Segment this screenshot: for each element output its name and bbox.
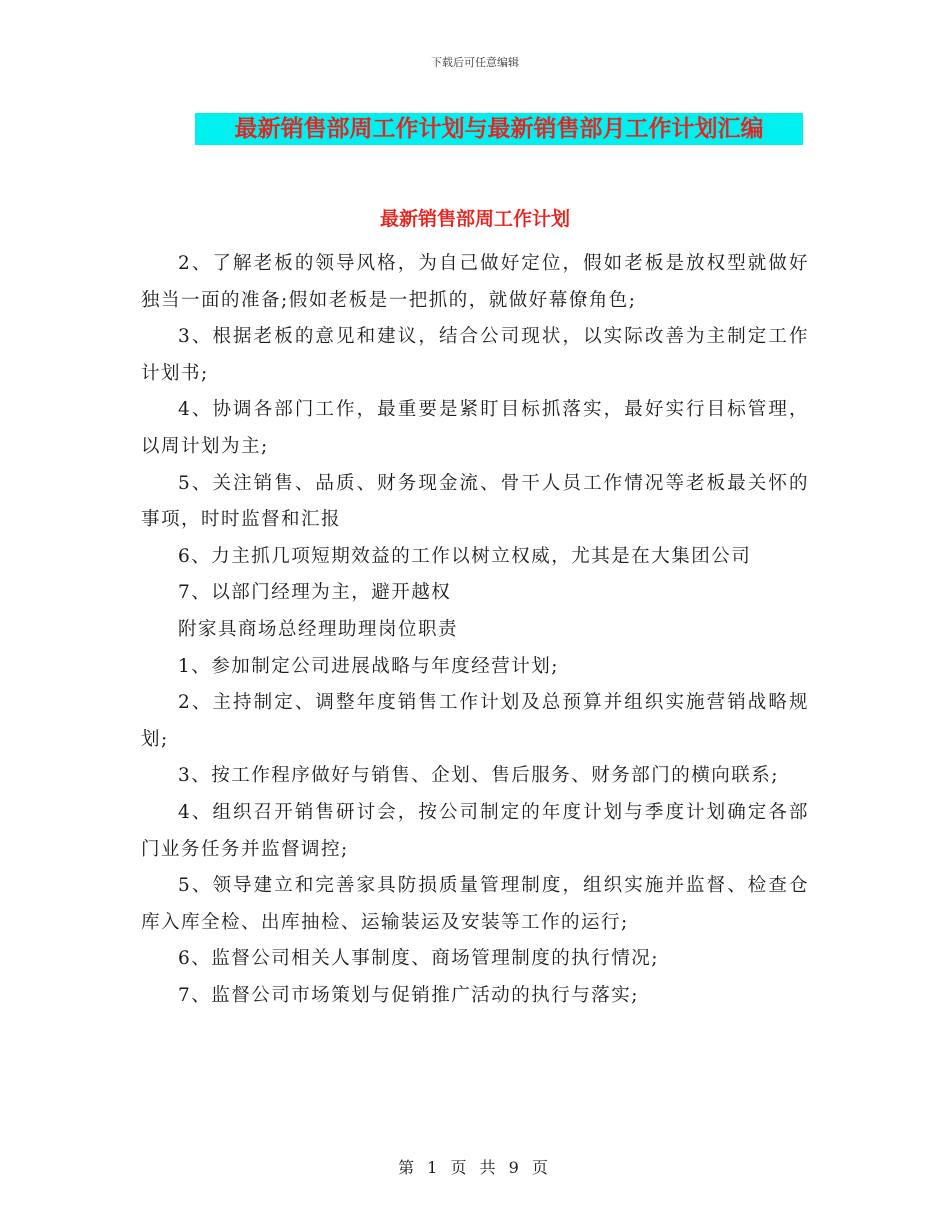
paragraph: 5、领导建立和完善家具防损质量管理制度，组织实施并监督、检查仓库入库全检、出库抽检、运输装运及安装等工作的运行; (141, 875, 809, 933)
section-title: 最新销售部周工作计划 (379, 208, 570, 230)
paragraph: 4、组织召开销售研讨会，按公司制定的年度计划与季度计划确定各部门业务任务并监督调控; (141, 801, 809, 860)
paragraph: 6、监督公司相关人事制度、商场管理制度的执行情况; (178, 948, 660, 970)
paragraph: 6、力主抓几项短期效益的工作以树立权威，尤其是在大集团公司 (178, 545, 752, 567)
paragraph: 5、关注销售、品质、财务现金流、骨干人员工作情况等老板最关怀的事项，时时监督和汇报 (141, 472, 809, 531)
paragraph: 3、根据老板的意见和建议，结合公司现状，以实际改善为主制定工作计划书; (141, 326, 809, 384)
paragraph: 3、按工作程序做好与销售、企划、售后服务、财务部门的横向联系; (178, 765, 780, 787)
page-footer: 第 1 页 共 9 页 (398, 1158, 552, 1177)
document-body (141, 246, 809, 1014)
paragraph: 7、以部门经理为主，避开越权 (178, 582, 452, 604)
paragraph: 2、了解老板的领导风格，为自己做好定位，假如老板是放权型就做好独当一面的准备;假如老板是一把抓的，就做好幕僚角色; (141, 253, 809, 311)
paragraph: 2、主持制定、调整年度销售工作计划及总预算并组织实施营销战略规划; (141, 692, 809, 750)
paragraph: 4、协调各部门工作，最重要是紧盯目标抓落实，最好实行目标管理，以周计划为主; (141, 399, 809, 457)
paragraph: 1、参加制定公司进展战略与年度经营计划; (178, 655, 560, 677)
paragraph: 7、监督公司市场策划与促销推广活动的执行与落实; (178, 984, 640, 1006)
document-title: 最新销售部周工作计划与最新销售部月工作计划汇编 (234, 116, 764, 142)
paragraph: 附家具商场总经理助理岗位职责 (178, 618, 459, 640)
header-note: 下载后可任意编辑 (431, 56, 519, 69)
